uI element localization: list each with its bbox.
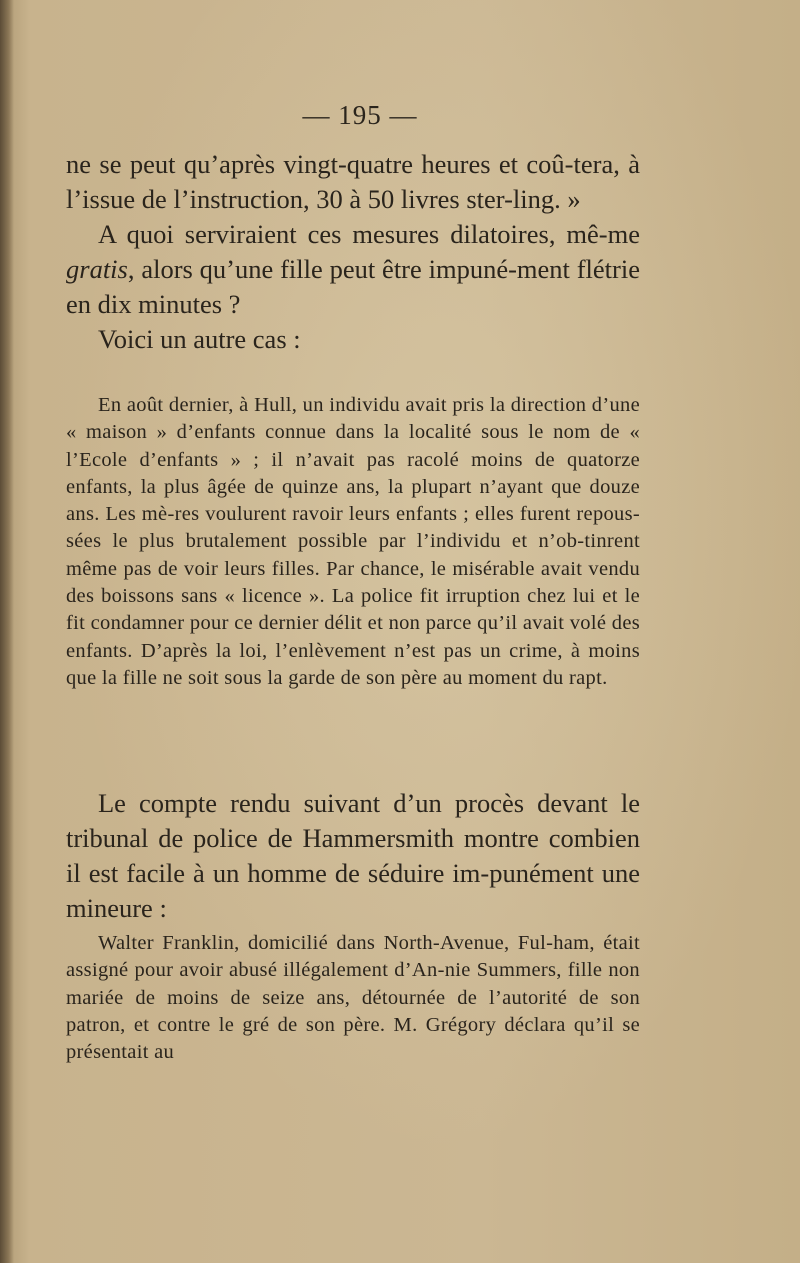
paragraph-hammersmith: Le compte rendu suivant d’un procès devant le tribunal de police de Hammersmith montre combien il est facile à un homme de séduire im-punément une mineure : <box>66 788 640 923</box>
page-number: — 195 — <box>302 100 418 130</box>
paragraph-intro-case: Voici un autre cas : <box>98 324 301 354</box>
book-spine-shadow <box>0 0 14 1263</box>
paragraph-continuation: ne se peut qu’après vingt-quatre heures et coû-tera, à l’issue de l’instruction, 30 à 50 livres ster-ling. » <box>66 149 640 214</box>
quoted-passage-hull <box>66 392 640 692</box>
body-text-middle <box>66 786 640 926</box>
paragraph-question-end: , alors qu’une fille peut être impuné-ment flétrie en dix minutes ? <box>66 254 640 319</box>
body-text-top <box>66 147 640 357</box>
paragraph-question-start: A quoi serviraient ces mesures dilatoires, mê-me <box>98 219 640 249</box>
paragraph-question <box>66 217 640 322</box>
emphasis-gratis: gratis <box>66 254 128 284</box>
quote-hull-text: En août dernier, à Hull, un individu avait pris la direction d’une « maison » d’enfants connue dans la localité sous le nom de « l’Ecole d’enfants » ; il n’avait pas racolé moins de quatorze enfants, la plus âgée de quinze ans, la plupart n’ayant que douze ans. Les mè-res voulurent ravoir leurs enfants ; elles furent repous-sées le plus brutalement possible par l’individu et n’ob-tinrent même pas de voir leurs filles. Par chance, le misérable avait vendu des boissons sans « licence ». La police fit irruption chez lui et le fit condamner pour ce dernier délit et non parce qu’il avait volé des enfants. D’après la loi, l’enlèvement n’est pas un crime, à moins que la fille ne soit sous la garde de son père au moment du rapt. <box>66 394 640 689</box>
quoted-passage-franklin <box>66 930 640 1066</box>
quote-franklin-text: Walter Franklin, domicilié dans North-Avenue, Ful-ham, était assigné pour avoir abusé illégalement d’An-nie Summers, fille non mariée de moins de seize ans, détournée de l’autorité de son patron, et contre le gré de son père. M. Grégory déclara qu’il se présentait au <box>66 932 640 1064</box>
